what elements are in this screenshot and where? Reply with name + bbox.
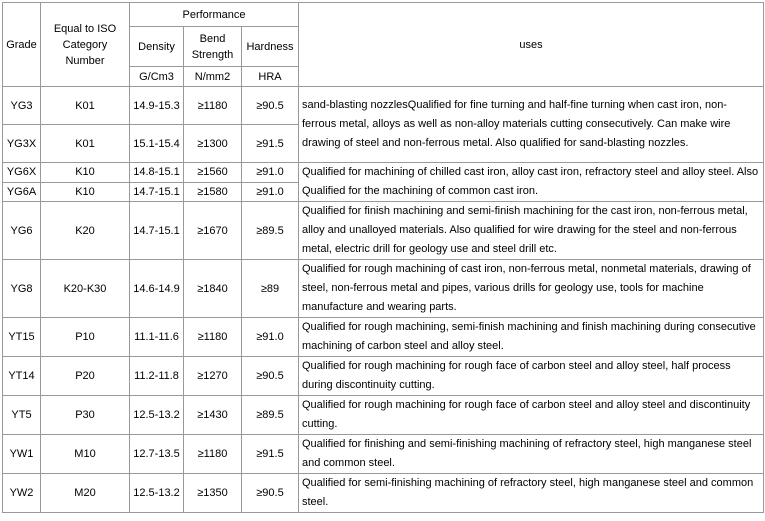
iso-cell: K01 [41,125,130,163]
iso-cell: M20 [41,474,130,513]
bend-strength-header: Bend Strength [184,27,242,67]
density-cell: 11.2-11.8 [130,357,184,396]
iso-cell: P30 [41,396,130,435]
bend-strength-cell: ≥1300 [184,125,242,163]
density-cell: 15.1-15.4 [130,125,184,163]
density-cell: 14.7-15.1 [130,182,184,202]
bend-strength-cell: ≥1180 [184,87,242,125]
hardness-cell: ≥89.5 [242,396,299,435]
hardness-cell: ≥90.5 [242,87,299,125]
density-cell: 14.8-15.1 [130,163,184,183]
bend-strength-cell: ≥1180 [184,435,242,474]
grade-cell: YG6 [3,202,41,260]
hardness-cell: ≥91.5 [242,125,299,163]
table-row [3,163,764,183]
uses-cell: Qualified for finish machining and semi-finish machining for the cast iron, non-ferrous metal, alloy and unalloyed materials. Also qualified for wire drawing for the steel and non-ferrous metal, electric drill for geology use and steel drill etc. [299,202,764,260]
table-row [3,87,764,125]
grade-cell: YT5 [3,396,41,435]
iso-cell: P20 [41,357,130,396]
uses-cell: Qualified for semi-finishing machining of refractory steel, high manganese steel and common steel. [299,474,764,513]
density-cell: 14.7-15.1 [130,202,184,260]
uses-cell: Qualified for rough machining for rough face of carbon steel and alloy steel and discontinuity cutting. [299,396,764,435]
table-row [3,435,764,474]
hardness-cell: ≥90.5 [242,474,299,513]
grade-cell: YG3 [3,87,41,125]
iso-cell: P10 [41,318,130,357]
iso-cell: K01 [41,87,130,125]
grade-header: Grade [3,3,41,87]
density-header: Density [130,27,184,67]
hardness-cell: ≥89 [242,260,299,318]
grade-cell: YG3X [3,125,41,163]
hardness-header: Hardness [242,27,299,67]
hardness-cell: ≥91.5 [242,435,299,474]
density-cell: 14.9-15.3 [130,87,184,125]
uses-cell: Qualified for rough machining, semi-finish machining and finish machining during consecutive machining of carbon steel and alloy steel. [299,318,764,357]
uses-cell: sand-blasting nozzlesQualified for fine turning and half-fine turning when cast iron, non-ferrous metal, alloys as well as non-alloy materials cutting consecutively. Can make wire drawing of steel and non-ferrous metal. Also qualified for sand-blasting nozzles. [299,87,764,163]
grade-cell: YT14 [3,357,41,396]
table-row [3,357,764,396]
grade-cell: YG6A [3,182,41,202]
bend-strength-cell: ≥1180 [184,318,242,357]
table-body [3,87,764,513]
iso-cell: K20 [41,202,130,260]
uses-cell: Qualified for machining of chilled cast iron, alloy cast iron, refractory steel and alloy steel. Also Qualified for the machining of common cast iron. [299,163,764,202]
hardness-unit: HRA [242,67,299,87]
bend-strength-cell: ≥1580 [184,182,242,202]
iso-cell: M10 [41,435,130,474]
bend-strength-cell: ≥1430 [184,396,242,435]
hardness-cell: ≥90.5 [242,357,299,396]
iso-header: Equal to ISO Category Number [41,3,130,87]
density-cell: 14.6-14.9 [130,260,184,318]
density-cell: 12.5-13.2 [130,474,184,513]
density-cell: 12.5-13.2 [130,396,184,435]
header-row [3,3,764,27]
bend-strength-cell: ≥1560 [184,163,242,183]
bend-strength-cell: ≥1840 [184,260,242,318]
table-row [3,260,764,318]
table-row [3,202,764,260]
performance-header: Performance [130,3,299,27]
hardness-cell: ≥91.0 [242,318,299,357]
grade-cell: YW1 [3,435,41,474]
grade-cell: YT15 [3,318,41,357]
bend-strength-cell: ≥1270 [184,357,242,396]
grade-spec-table [2,2,764,513]
density-unit: G/Cm3 [130,67,184,87]
table-header [3,3,764,87]
iso-cell: K10 [41,182,130,202]
hardness-cell: ≥89.5 [242,202,299,260]
uses-cell: Qualified for finishing and semi-finishing machining of refractory steel, high manganese steel and common steel. [299,435,764,474]
uses-cell: Qualified for rough machining of cast iron, non-ferrous metal, nonmetal materials, drawing of steel, non-ferrous metal and pipes, various drills for geology use, tools for machine manufacture and wearing parts. [299,260,764,318]
hardness-cell: ≥91.0 [242,163,299,183]
iso-cell: K20-K30 [41,260,130,318]
uses-header: uses [299,3,764,87]
iso-cell: K10 [41,163,130,183]
density-cell: 11.1-11.6 [130,318,184,357]
bend-strength-cell: ≥1350 [184,474,242,513]
bend-strength-unit: N/mm2 [184,67,242,87]
grade-cell: YG6X [3,163,41,183]
table-row [3,318,764,357]
grade-cell: YG8 [3,260,41,318]
uses-cell: Qualified for rough machining for rough face of carbon steel and alloy steel, half process during discontinuity cutting. [299,357,764,396]
bend-strength-cell: ≥1670 [184,202,242,260]
table-row [3,396,764,435]
grade-cell: YW2 [3,474,41,513]
hardness-cell: ≥91.0 [242,182,299,202]
table-row [3,474,764,513]
density-cell: 12.7-13.5 [130,435,184,474]
